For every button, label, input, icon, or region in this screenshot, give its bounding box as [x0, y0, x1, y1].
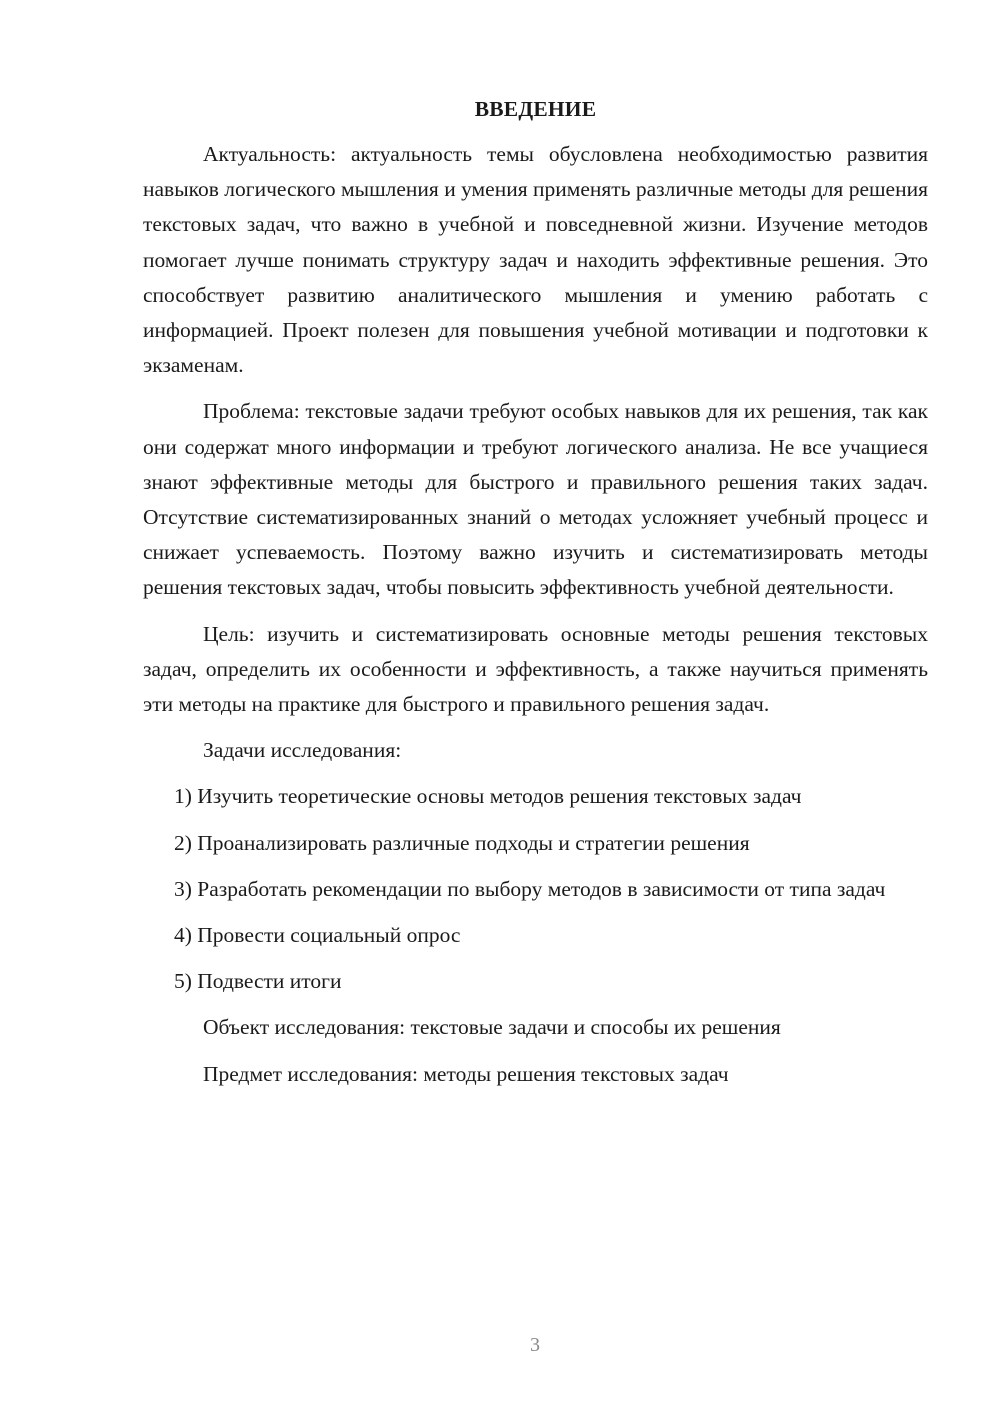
paragraph-relevance: Актуальность: актуальность темы обусловлена необходимостью развития навыков логического мышления и умения применять различные методы для решения текстовых задач, что важно в учебной и повседневной жизни. Изучение методов помогает лучше понимать структуру задач и находить эффективные решения. Это способствует развитию аналитического мышления и умению работать с информацией. Проект полезен для повышения учебной мотивации и подготовки к экзаменам.: [143, 142, 928, 378]
task-item-1: 1) Изучить теоретические основы методов решения текстовых задач: [174, 784, 802, 809]
task-item-5: 5) Подвести итоги: [174, 969, 342, 994]
paragraph-problem: Проблема: текстовые задачи требуют особых навыков для их решения, так как они содержат много информации и требуют логического анализа. Не все учащиеся знают эффективные методы для быстрого и правильного решения таких задач. Отсутствие систематизированных знаний о методах усложняет учебный процесс и снижает успеваемость. Поэтому важно изучить и систематизировать методы решения текстовых задач, чтобы повысить эффективность учебной деятельности.: [143, 399, 928, 600]
research-object: Объект исследования: текстовые задачи и способы их решения: [203, 1015, 781, 1040]
paragraph-goal: Цель: изучить и систематизировать основные методы решения текстовых задач, определить их особенности и эффективность, а также научиться применять эти методы на практике для быстрого и правильного решения задач.: [143, 621, 928, 717]
page-title: ВВЕДЕНИЕ: [474, 97, 597, 121]
tasks-heading: Задачи исследования:: [203, 738, 402, 763]
task-item-4: 4) Провести социальный опрос: [174, 923, 461, 948]
task-item-3: 3) Разработать рекомендации по выбору методов в зависимости от типа задач: [174, 876, 886, 901]
document-page: [143, 92, 928, 1092]
task-item-2: 2) Проанализировать различные подходы и стратегии решения: [174, 830, 750, 855]
research-subject: Предмет исследования: методы решения текстовых задач: [203, 1061, 729, 1086]
page-number: 3: [530, 1334, 540, 1356]
